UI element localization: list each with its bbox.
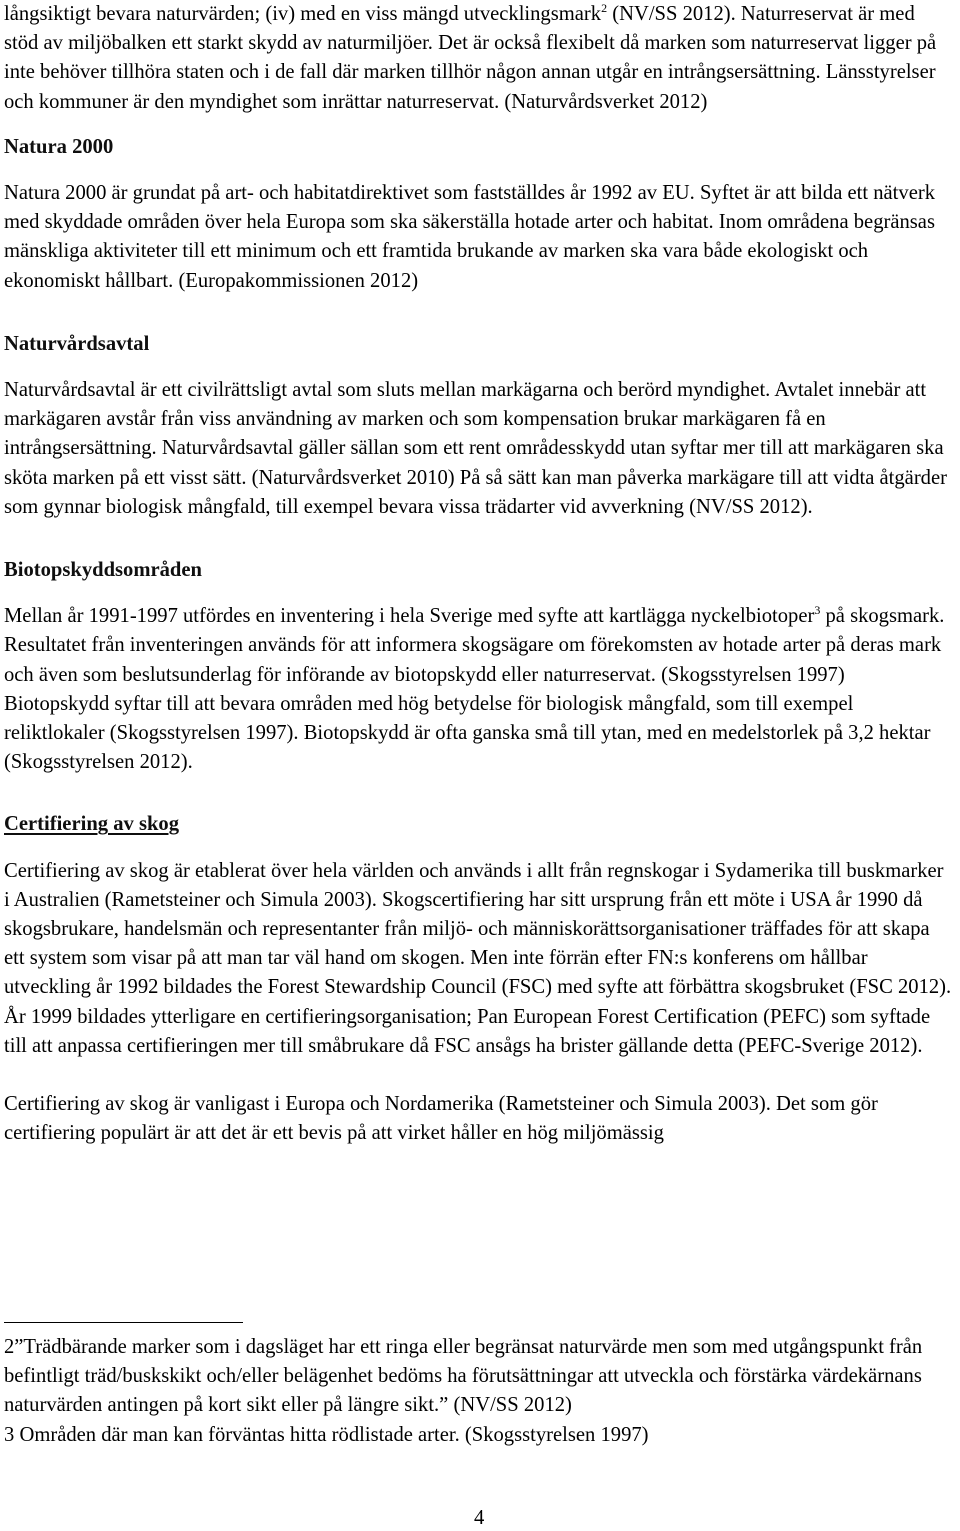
intro-text: långsiktigt bevara naturvärden; (iv) med en viss mängd utvecklingsmark: [4, 3, 602, 25]
heading-certifiering-label: Certifiering av skog: [4, 813, 180, 836]
heading-biotopskyddsomraden: Biotopskyddsområden: [4, 559, 202, 582]
footnotes: [4, 1333, 954, 1450]
footnote-2: 2”Trädbärande marker som i dagsläget har ett ringa eller begränsat naturvärde men som med utgångspunkt från befintligt träd/buskskikt och/eller belägenhet bedöms ha förutsättningar att utveckla och förstärka värdekärnans naturvärden antingen på kort sikt eller på längre sikt.” (NV/SS 2012): [4, 1336, 923, 1417]
footnote-divider: [4, 1322, 243, 1323]
natura-2000-paragraph: Natura 2000 är grundat på art- och habitatdirektivet som fastställdes år 1992 av EU. Syftet är att bilda ett nätverk med skyddade områden över hela Europa som ska säkerställa hotade arter och habitat. Inom områdena begränsas mänskliga aktiviteter till ett minimum och ett framtida brukande av marken ska vara både ekologiskt och ekonomiskt hållbart. (Europakommissionen 2012): [4, 182, 935, 292]
certifiering-paragraph-2: Certifiering av skog är vanligast i Europa och Nordamerika (Rametsteiner och Simula 2003). Det som gör certifiering populärt är att det är ett bevis på att virket håller en hög miljömässig: [4, 1093, 878, 1145]
heading-certifiering-av-skog: [4, 810, 954, 839]
intro-text-after: (NV/SS 2012). Naturreservat är med stöd av miljöbalken ett starkt skydd av naturmiljöer. Det är också flexibelt då marken som naturreservat ligger på inte behöver tillhöra staten och i de fall där marken tillhör någon annan utgår en intrångsersättning. Länsstyrelser och kommuner är den myndighet som inrättar naturreservat. (Naturvårdsverket 2012): [4, 3, 937, 113]
heading-natura-2000: Natura 2000: [4, 135, 114, 158]
footnote-ref-3: 3: [814, 603, 821, 618]
naturvardsavtal-paragraph: Naturvårdsavtal är ett civilrättsligt avtal som sluts mellan markägarna och berörd myndighet. Avtalet innebär att markägaren avstår från viss användning av marken och som kompensation brukar markägaren få en intrångsersättning. Naturvårdsavtal gäller sällan som ett rent områdesskydd utan syftar mer till att markägaren ska sköta marken på ett visst sätt. (Naturvårdsverket 2010) På så sätt kan man påverka markägare till att vidta åtgärder som gynnar biologisk mångfald, till exempel bevara vissa trädarter vid avverkning (NV/SS 2012).: [4, 379, 947, 518]
biotopskydd-text: Mellan år 1991-1997 utfördes en inventering i hela Sverige med syfte att kartlägga nyckelbiotoper: [4, 605, 815, 628]
document-page: [4, 0, 954, 1149]
page-number: 4: [474, 1507, 485, 1529]
intro-paragraph: [4, 0, 954, 117]
biotopskydd-paragraph: [4, 602, 954, 777]
certifiering-paragraph-1: Certifiering av skog är etablerat över hela världen och används i allt från regnskogar i Sydamerika till buskmarker i Australien (Rametsteiner och Simula 2003). Skogscertifiering har sitt ursprung från ett möte i USA år 1990 då skogsbrukare, handelsmän och representanter från miljö- och människorättsorganisationer träffades för att skapa ett system som visar på att man tar väl hand om skogen. Men inte förrän efter FN:s konferens om hållbar utveckling år 1992 bildades the Forest Stewardship Council (FSC) med syfte att förbättra skogsbruket (FSC 2012). År 1999 bildades ytterligare en certifieringsorganisation; Pan European Forest Certification (PEFC) som syftade till att anpassa certifieringen mer till småbrukare då FSC ansågs ha brister gällande detta (PEFC-Sverige 2012).: [4, 859, 952, 1057]
heading-naturvardsavtal: Naturvårdsavtal: [4, 332, 150, 355]
footnote-ref-2: 2: [601, 1, 608, 15]
biotopskydd-text-after: på skogsmark. Resultatet från inventeringen används för att informera skogsägare om förekomsten av hotade arter på deras mark och även som beslutsunderlag för införande av biotopskydd eller naturreservat. (Skogsstyrelsen 1997) Biotopskydd syftar till att bevara områden med hög betydelse för biologisk mångfald, som till exempel reliktlokaler (Skogsstyrelsen 1997). Biotopskydd är ofta ganska små till ytan, med en medelstorlek på 3,2 hektar (Skogsstyrelsen 2012).: [4, 605, 945, 774]
footnote-3: 3 Områden där man kan förväntas hitta rödlistade arter. (Skogsstyrelsen 1997): [4, 1423, 649, 1446]
